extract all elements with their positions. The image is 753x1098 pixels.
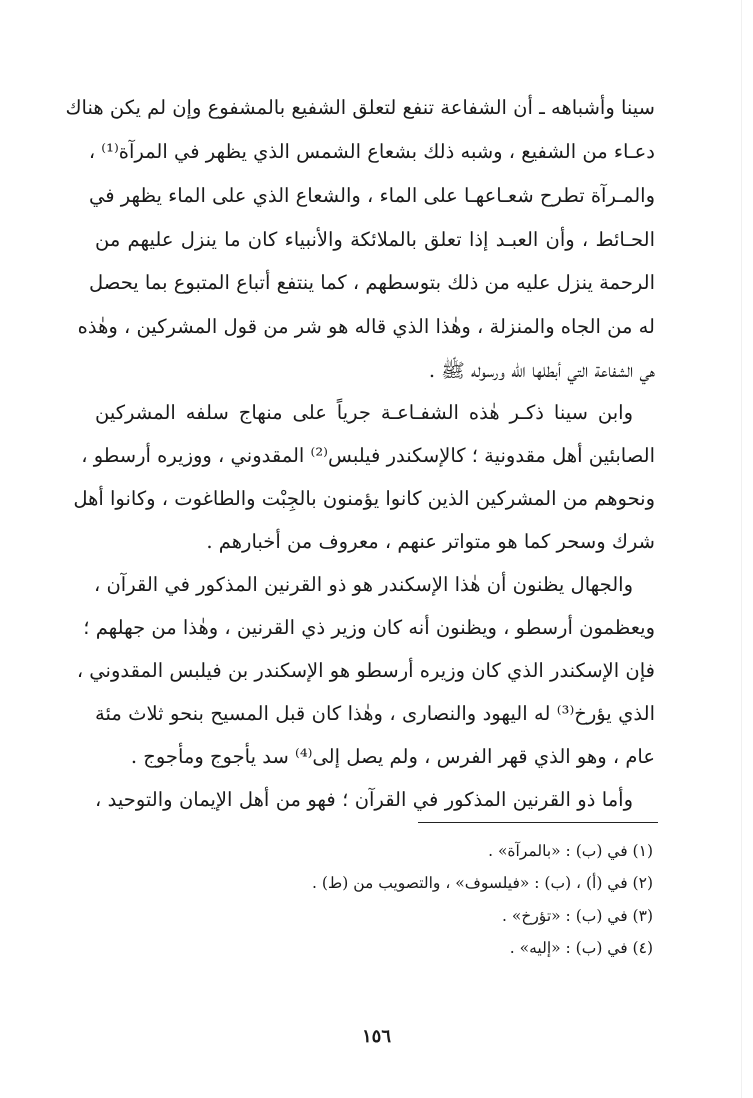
body-line-17: وأما ذو القرنين المذكور في القرآن ؛ فهو من أهل الإيمان والتوحيد ،	[95, 788, 633, 811]
footnote-3: (٣) في (ب) : «تؤرخ» .	[501, 907, 653, 925]
page-number: ١٥٦	[361, 1026, 391, 1047]
footnote-2: (٢) في (أ) ، (ب) : «فيلسوف» ، والتصويب من (ط) .	[312, 874, 653, 892]
footnote-1: (١) في (ب) : «بالمرآة» .	[488, 842, 653, 860]
body-line-12: والجهال يظنون أن هٰذا الإسكندر هو ذو القرنين المذكور في القرآن ،	[93, 573, 633, 596]
body-line-2: دعـاء من الشفيع ، وشبه ذلك بشعاع الشمس الذي يظهر في المرآة⁽¹⁾ ،	[88, 140, 655, 163]
body-line-8: وابن سينا ذكـر هٰذه الشفـاعـة جرياً على منهاج سلفه المشركين	[95, 401, 633, 424]
footnote-4: (٤) في (ب) : «إليه» .	[509, 939, 653, 957]
body-line-15: الذي يؤرخ⁽³⁾ له اليهود والنصارى ، وهٰذا كان قبل المسيح بنحو ثلاث مئة	[95, 702, 655, 725]
body-line-1: سينا وأشباهه ـ أن الشفاعة تنفع لتعلق الشفيع بالمشفوع وإن لم يكن هناك	[65, 96, 655, 119]
body-line-16: عام ، وهو الذي قهر الفرس ، ولم يصل إلى⁽⁴⁾ سد يأجوج ومأجوج .	[130, 745, 655, 768]
body-line-14: فإن الإسكندر الذي كان وزيره أرسطو هو الإسكندر بن فيلبس المقدوني ،	[76, 659, 655, 682]
page-edge-decoration	[735, 0, 753, 1098]
body-line-10: ونحوهم من المشركين الذين كانوا يؤمنون بالجِبْت والطاغوت ، وكانوا أهل	[73, 487, 655, 510]
body-line-13: ويعظمون أرسطو ، ويظنون أنه كان وزير ذي القرنين ، وهٰذا من جهلهم ؛	[83, 616, 655, 639]
body-line-6: له من الجاه والمنزلة ، وهٰذا الذي قاله هو شر من قول المشركين ، وهٰذه	[77, 315, 655, 338]
body-line-5: الرحمة ينزل عليه من ذلك بتوسطهم ، كما ينتفع أتباع المتبوع بما يحصل	[89, 271, 655, 294]
body-line-4: الحـائط ، وأن العبـد إذا تعلق بالملائكة والأنبياء كان ما ينزل عليهم من	[95, 228, 655, 251]
body-line-3: والمـرآة تطرح شعـاعهـا على الماء ، والشعاع الذي على الماء يظهر في	[88, 184, 655, 207]
body-line-7: هي الشفاعة التي أبطلها الله ورسوله ﷺ .	[428, 359, 655, 382]
footnote-separator	[418, 822, 658, 823]
body-line-9: الصابئين أهل مقدونية ؛ كالإسكندر فيلبس⁽²⁾ المقدوني ، ووزيره أرسطو ،	[81, 444, 655, 467]
body-line-11: شرك وسحر كما هو متواتر عنهم ، معروف من أخبارهم .	[206, 530, 655, 553]
